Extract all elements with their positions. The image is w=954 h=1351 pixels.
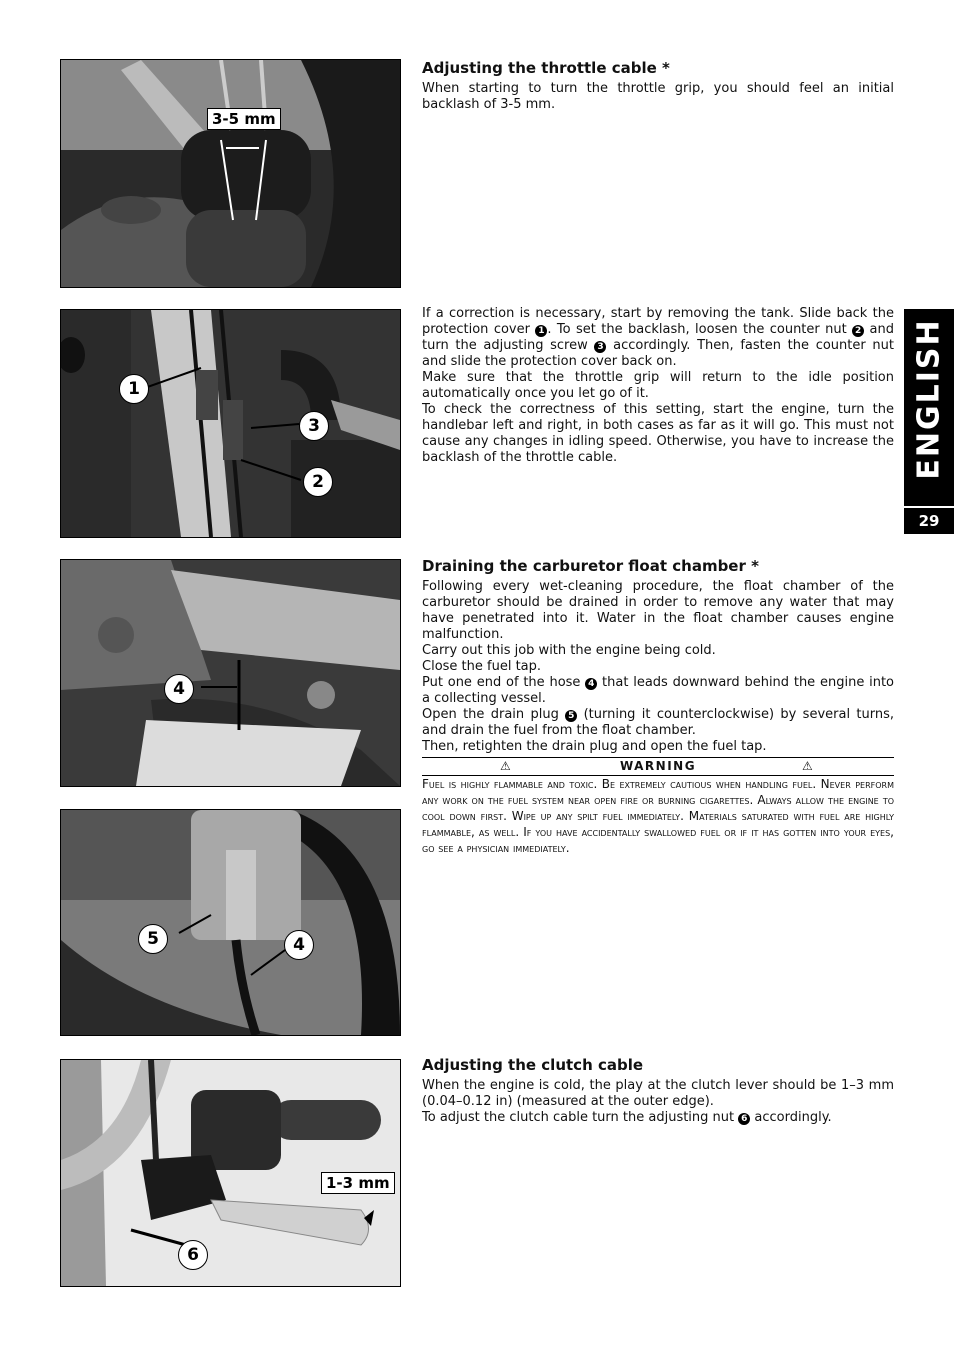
ref-5: 5 (565, 710, 577, 722)
section-correction (422, 306, 894, 466)
ref-2: 2 (852, 325, 864, 337)
warning-triangle-icon: ⚠ (802, 759, 813, 773)
photo-float-chamber (60, 559, 401, 787)
callout-4: 4 (284, 930, 314, 960)
section-clutch-cable (422, 1056, 894, 1126)
callout-4: 4 (164, 674, 194, 704)
callout-5: 5 (138, 924, 168, 954)
correction-paragraph-1: If a correction is necessary, start by removing the tank. Slide back the protection cover 1 . To set the backlash, loosen the counter nut 2 and turn the adjusting screw 3 accordingly. Then, fasten the counter nut and slide the protection cover back on. (422, 306, 895, 369)
throttle-grip-illustration (61, 60, 400, 287)
clutch-paragraph-1: When the engine is cold, the play at the clutch lever should be 1–3 mm (0.04–0.12 in) (measured at the outer edge). (422, 1078, 894, 1109)
photo-clutch-lever (60, 1059, 401, 1287)
correction-paragraph-2: Make sure that the throttle grip will return to the idle position automatically once you let go of it. (422, 370, 894, 401)
callout-3: 3 (299, 411, 329, 441)
section-float-chamber (422, 557, 894, 856)
ref-3: 3 (594, 341, 606, 353)
float-paragraph-1: Following every wet-cleaning procedure, the float chamber of the carburetor should be drained in order to remove any water that may have penetrated into it. Water in the float chamber causes engine malfunction. (422, 579, 894, 642)
float-paragraph-3: Close the fuel tap. (422, 659, 542, 674)
callout-1: 1 (119, 374, 149, 404)
throttle-adjust-illustration (61, 310, 400, 537)
photo-drain-plug (60, 809, 401, 1036)
section-title: Adjusting the clutch cable (422, 1056, 644, 1074)
float-paragraph-6: Then, retighten the drain plug and open the fuel tap. (422, 739, 767, 754)
language-label: ENGLISH (911, 318, 947, 480)
photo-throttle-adjust (60, 309, 401, 538)
callout-6: 6 (178, 1240, 208, 1270)
page-number: 29 (918, 512, 940, 530)
warning-title: WARNING (619, 759, 697, 773)
float-paragraph-2: Carry out this job with the engine being cold. (422, 643, 716, 658)
clutch-paragraph-2: To adjust the clutch cable turn the adjusting nut 6 accordingly. (422, 1110, 832, 1125)
section-title: Adjusting the throttle cable * (422, 59, 670, 77)
language-tab (904, 309, 954, 534)
ref-1: 1 (535, 325, 547, 337)
section-body: When starting to turn the throttle grip, you should feel an initial backlash of 3-5 mm. (422, 81, 894, 112)
tab-divider (904, 506, 954, 508)
warning-body: Fuel is highly flammable and toxic. Be extremely cautious when handling fuel. Never perform any work on the fuel system near open fire or burning cigarettes. Always allow the engine to cool down first. Wipe up any spilt fuel immediately. Materials saturated with fuel are highly flammable, as well. If you have accidentally swallowed fuel or if it has gotten into your eyes, go see a physician immediately. (422, 777, 894, 855)
drain-plug-illustration (61, 810, 400, 1035)
float-paragraph-4: Put one end of the hose 4 that leads downward behind the engine into a collecting vessel. (422, 675, 895, 706)
float-chamber-illustration (61, 560, 400, 786)
ref-6: 6 (738, 1113, 750, 1125)
dimension-label: 1-3 mm (321, 1172, 395, 1194)
float-paragraph-5: Open the drain plug 5 (turning it counterclockwise) by several turns, and drain the fuel from the float chamber. (422, 707, 895, 738)
section-throttle-cable (422, 59, 894, 113)
callout-2: 2 (303, 467, 333, 497)
photo-throttle-grip (60, 59, 401, 288)
warning-header (422, 757, 894, 776)
correction-paragraph-3: To check the correctness of this setting, start the engine, turn the handlebar left and right, in both cases as far as it will go. This must not cause any changes in idling speed. Otherwise, you have to increase the backlash of the throttle cable. (422, 402, 894, 465)
dimension-label: 3-5 mm (207, 108, 281, 130)
warning-triangle-icon: ⚠ (500, 759, 511, 773)
section-title: Draining the carburetor float chamber * (422, 557, 759, 575)
ref-4: 4 (585, 678, 597, 690)
